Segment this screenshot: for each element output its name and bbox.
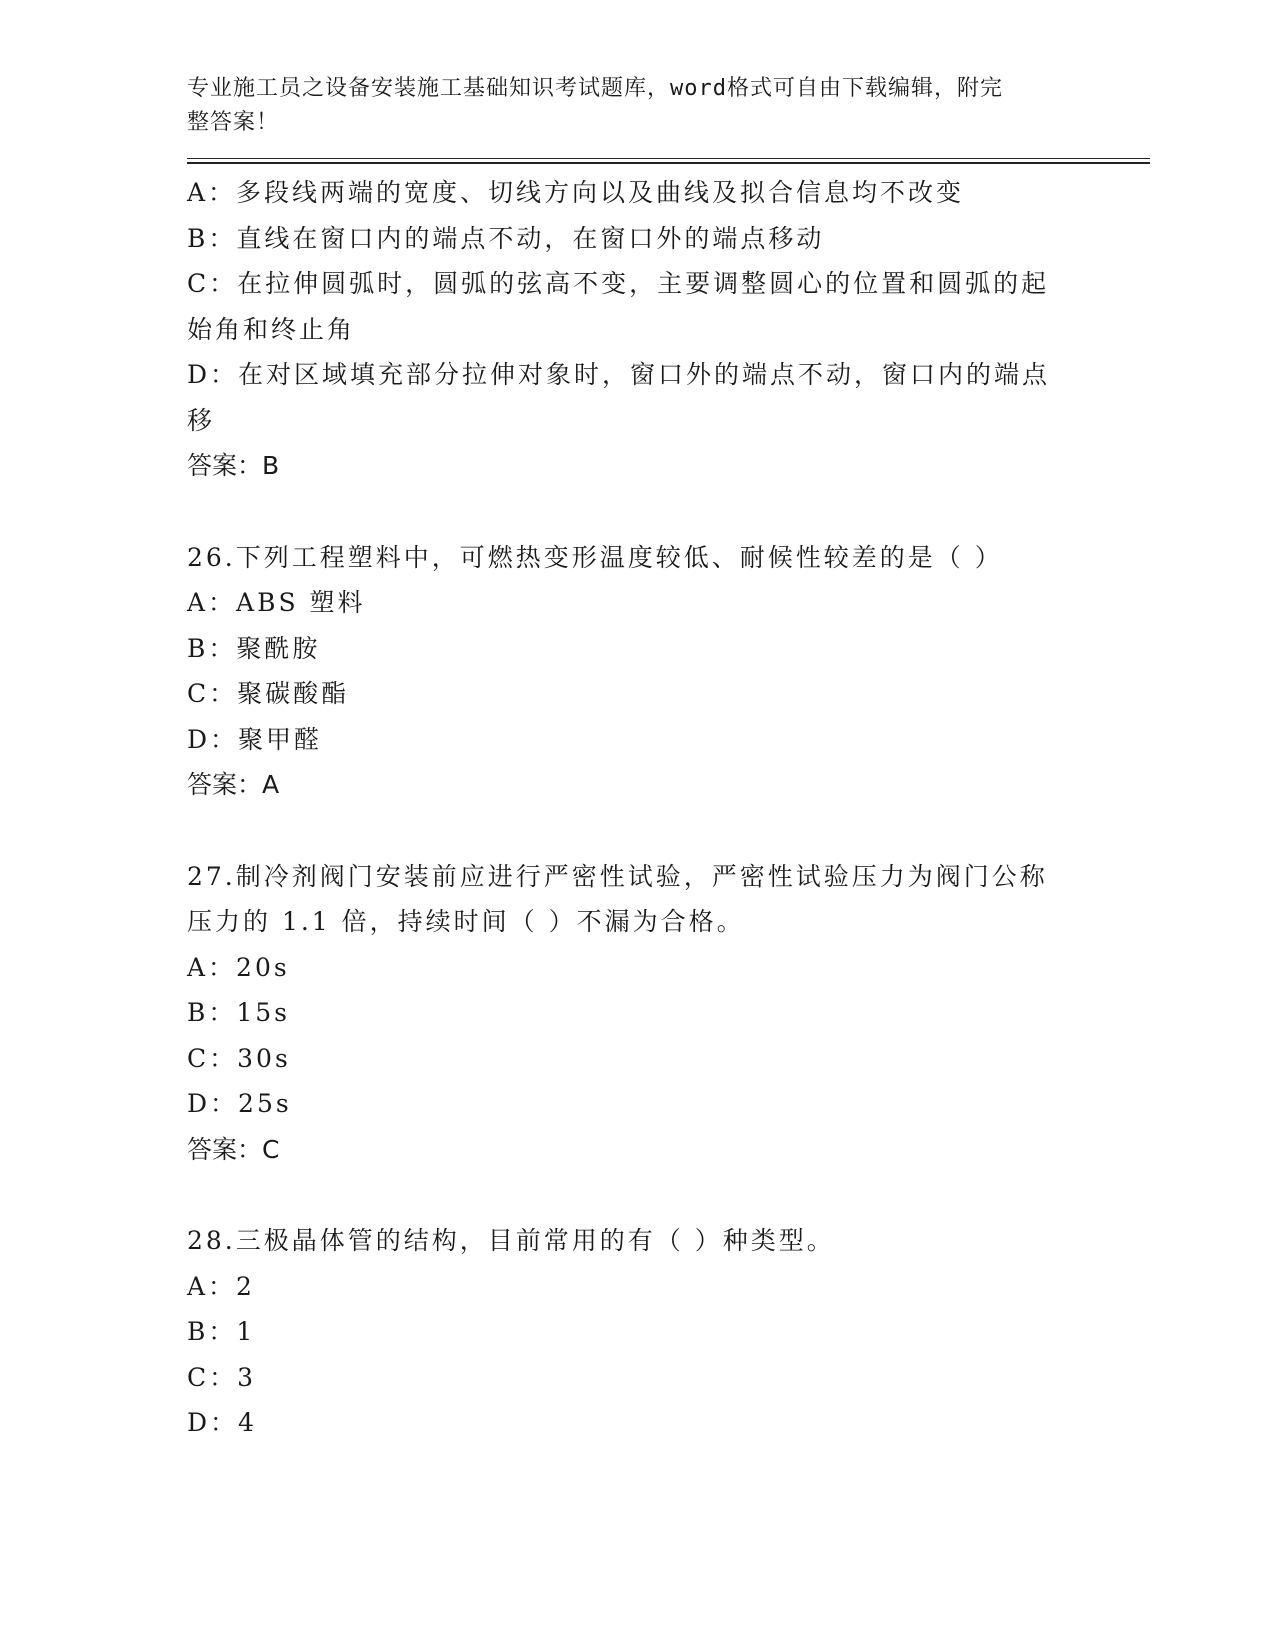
question-stem: 28.三极晶体管的结构，目前常用的有（ ）种类型。 [187, 1226, 835, 1255]
option-c: C：3 [187, 1362, 257, 1392]
option-a: A：ABS 塑料 [187, 588, 366, 617]
option-line: B：直线在窗口内的端点不动，在窗口外的端点移动 [187, 223, 825, 253]
header-line-1: 专业施工员之设备安装施工基础知识考试题库，word格式可自由下载编辑，附完 [187, 76, 1003, 101]
answer-line: 答案：A [187, 770, 280, 799]
question-stem-continued: 压力的 1.1 倍，持续时间（ ）不漏为合格。 [187, 907, 745, 936]
answer-line: 答案：C [187, 1134, 280, 1164]
option-c: C：聚碳酸酯 [187, 679, 350, 708]
option-line: D：在对区域填充部分拉伸对象时，窗口外的端点不动，窗口内的端点 [187, 360, 1051, 389]
question-content [187, 170, 1067, 1446]
header-line-2: 整答案！ [187, 110, 280, 135]
option-b: B：1 [187, 1317, 256, 1346]
document-page [187, 72, 1147, 1446]
option-line: 始角和终止角 [187, 314, 356, 344]
question-stem: 26.下列工程塑料中，可燃热变形温度较低、耐候性较差的是（ ） [187, 542, 1003, 572]
option-d: D：聚甲醛 [187, 724, 323, 754]
document-header [187, 72, 1067, 140]
answer-line: 答案：B [187, 451, 280, 480]
option-a: A：20s [187, 952, 290, 982]
question-27 [187, 854, 1067, 1173]
option-b: B：15s [187, 998, 291, 1027]
option-line: C：在拉伸圆弧时，圆弧的弦高不变，主要调整圆心的位置和圆弧的起 [187, 269, 1050, 298]
question-28 [187, 1218, 1067, 1446]
option-a: A：2 [187, 1271, 255, 1301]
header-divider [187, 158, 1150, 164]
question-stem: 27.制冷剂阀门安装前应进行严密性试验，严密性试验压力为阀门公称 [187, 861, 1048, 891]
option-d: D：4 [187, 1408, 257, 1437]
question-26 [187, 535, 1067, 808]
option-line: A：多段线两端的宽度、切线方向以及曲线及拟合信息均不改变 [187, 178, 965, 207]
option-b: B：聚酰胺 [187, 633, 321, 663]
continued-question [187, 170, 1067, 489]
option-d: D：25s [187, 1089, 292, 1118]
option-line: 移 [187, 405, 216, 435]
option-c: C：30s [187, 1043, 291, 1073]
